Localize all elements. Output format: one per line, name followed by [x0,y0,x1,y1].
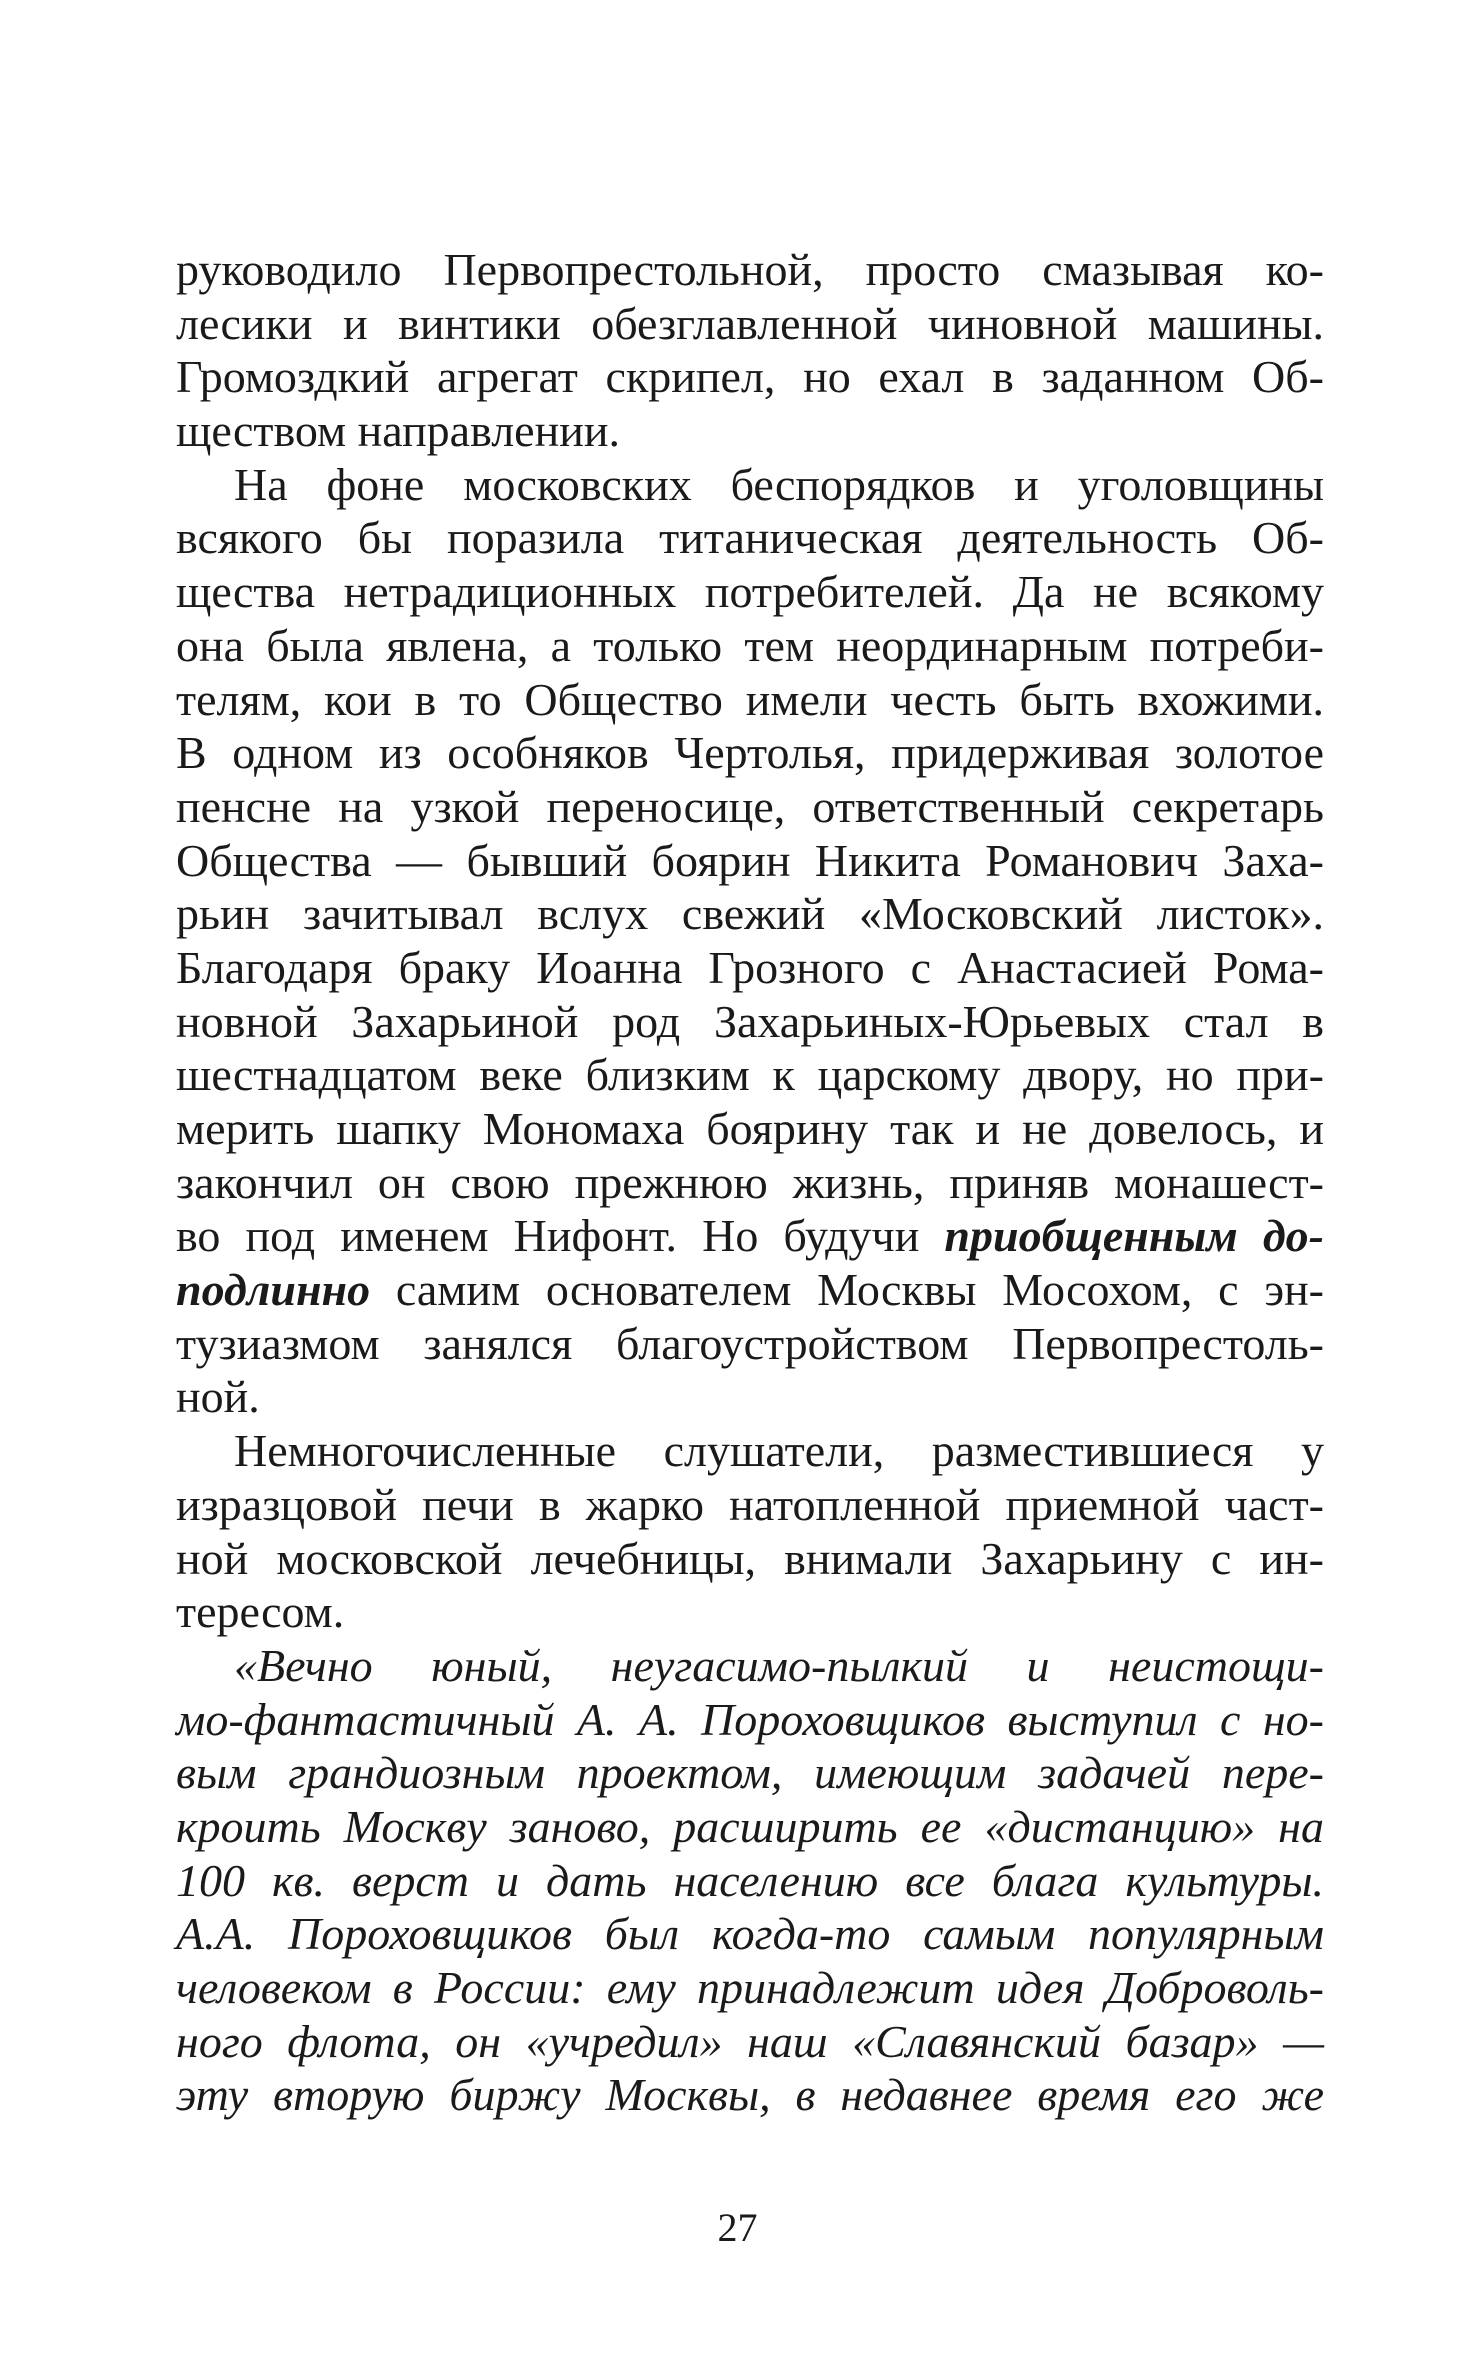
page-number: 27 [717,2205,758,2250]
text-line: Общества — бывший боярин Никита Романович Заха- [176,834,1324,886]
quote-line: «Вечно юный, неугасимо-пылкий и неистощи- [234,1639,1324,1691]
text-line: закончил он свою прежнюю жизнь, приняв монашест- [176,1156,1324,1208]
text-line: ществом направлении. [176,405,620,457]
quote-line: эту вторую биржу Москвы, в недавнее время его же [176,2069,1324,2121]
text-line: Благодаря браку Иоанна Грозного с Анастасией Рома- [176,941,1324,993]
quote-line: 100 кв. верст и дать населению все блага культуры. [176,1854,1324,1906]
text-line: В одном из особняков Чертолья, придерживая золотое [176,727,1324,779]
text-line: тересом. [176,1586,345,1638]
quote-line: А.А. Пороховщиков был когда-то самым популярным [176,1908,1324,1960]
text-line: телям, кои в то Общество имели честь быть вхожими. [176,673,1324,725]
text-fragment: во под именем Нифонт. Но будучи [176,1210,945,1262]
text-line: шестнадцатом веке близким к царскому двору, но при- [176,1049,1324,1101]
emphasis-text: приобщенным до- [944,1210,1324,1262]
quote-line: ного флота, он «учредил» наш «Славянский базар» — [176,2015,1324,2067]
text-line: новной Захарьиной род Захарьиных-Юрьевых стал в [176,995,1324,1047]
text-line: мерить шапку Мономаха боярину так и не довелось, и [176,1103,1324,1154]
text-line: Немногочисленные слушатели, разместившиеся у [234,1425,1324,1477]
text-line: лесики и винтики обезглавленной чиновной машины. [176,297,1324,349]
text-line: рьин зачитывал вслух свежий «Московский листок». [176,888,1324,940]
text-line: Громоздкий агрегат скрипел, но ехал в заданном Об- [176,351,1324,403]
body-text [176,243,1324,2122]
text-line: всякого бы поразила титаническая деятельность Об- [176,512,1324,564]
quote-line: кроить Москву заново, расширить ее «дистанцию» на [176,1800,1324,1852]
text-fragment: самим основателем Москвы Мосохом, с эн- [370,1264,1324,1316]
text-line: тузиазмом занялся благоустройством Первопрестоль- [176,1317,1324,1369]
text-line: щества нетрадиционных потребителей. Да не всякому [176,566,1324,618]
text-line: ной московской лечебницы, внимали Захарьину с ин- [176,1532,1324,1584]
text-line: изразцовой печи в жарко натопленной приемной част- [176,1478,1324,1530]
quote-line: мо-фантастичный А. А. Пороховщиков выступил с но- [176,1693,1324,1745]
quote-line: вым грандиозным проектом, имеющим задачей пере- [176,1747,1324,1799]
text-line [176,1263,1324,1317]
text-line: ной. [176,1371,260,1423]
text-line [176,1209,1324,1263]
text-line: руководило Первопрестольной, просто смазывая ко- [176,244,1324,295]
text-line: она была явлена, а только тем неординарным потреби- [176,619,1324,671]
emphasis-text: подлинно [176,1264,371,1316]
text-line: На фоне московских беспорядков и уголовщины [234,458,1324,510]
quote-line: человеком в России: ему принадлежит идея Доброволь- [176,1962,1324,2013]
text-line: пенсне на узкой переносице, ответственный секретарь [176,780,1324,832]
